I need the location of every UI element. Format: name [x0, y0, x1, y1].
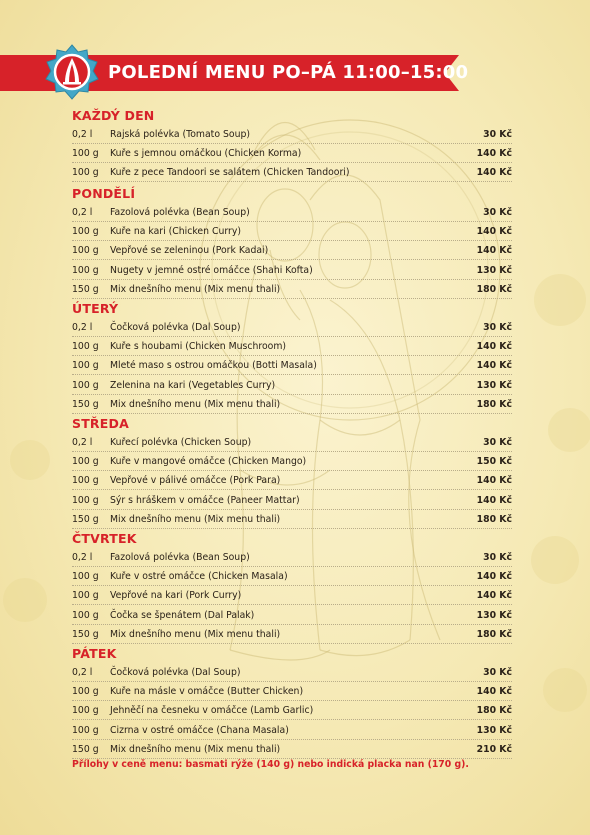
- section-title: ČTVRTEK: [72, 531, 137, 546]
- menu-item-row: [72, 625, 512, 644]
- menu-item-quantity: 150 g: [72, 743, 99, 755]
- menu-item-price: 140 Kč: [476, 148, 512, 160]
- row-divider: [72, 528, 512, 529]
- section-title: PÁTEK: [72, 646, 117, 661]
- menu-item-name: Zelenina na kari (Vegetables Curry): [110, 379, 276, 391]
- menu-item-name: Kuře z pece Tandoori se salátem (Chicken Tandoori): [110, 167, 350, 179]
- row-divider: [72, 181, 512, 182]
- menu-item-row: [72, 318, 512, 337]
- menu-item-row: [72, 721, 512, 740]
- row-divider: [72, 413, 512, 414]
- menu-item-quantity: 0,2 l: [72, 129, 93, 140]
- menu-item-row: [72, 203, 512, 222]
- menu-item-price: 150 Kč: [476, 456, 512, 468]
- menu-item-price: 30 Kč: [483, 207, 512, 218]
- menu-item-name: Vepřové se zeleninou (Pork Kadai): [110, 245, 269, 257]
- menu-item-quantity: 100 g: [72, 705, 99, 717]
- menu-item-quantity: 0,2 l: [72, 322, 93, 333]
- section-title: ÚTERÝ: [72, 301, 119, 316]
- menu-item-quantity: 150 g: [72, 398, 99, 410]
- menu-item-row: [72, 452, 512, 471]
- menu-item-row: [72, 376, 512, 395]
- menu-item-row: [72, 701, 512, 720]
- menu-item-row: [72, 663, 512, 682]
- menu-item-price: 140 Kč: [476, 360, 512, 372]
- menu-item-row: [72, 510, 512, 529]
- menu-item-row: [72, 280, 512, 299]
- section-title: KAŽDÝ DEN: [72, 108, 155, 123]
- menu-item-price: 140 Kč: [476, 226, 512, 238]
- menu-item-price: 130 Kč: [476, 724, 512, 736]
- menu-item-row: [72, 395, 512, 414]
- menu-item-price: 130 Kč: [476, 264, 512, 276]
- row-divider: [72, 298, 512, 299]
- menu-item-price: 180 Kč: [476, 705, 512, 717]
- menu-item-price: 140 Kč: [476, 590, 512, 602]
- menu-item-name: Cizrna v ostré omáčce (Chana Masala): [110, 724, 289, 736]
- menu-item-quantity: 100 g: [72, 264, 99, 276]
- menu-item-quantity: 0,2 l: [72, 667, 93, 678]
- menu-item-name: Mix dnešního menu (Mix menu thali): [110, 283, 281, 295]
- menu-item-price: 180 Kč: [476, 283, 512, 295]
- menu-item-price: 140 Kč: [476, 245, 512, 257]
- menu-item-price: 140 Kč: [476, 167, 512, 179]
- menu-item-price: 180 Kč: [476, 628, 512, 640]
- menu-item-quantity: 100 g: [72, 571, 99, 583]
- menu-item-row: [72, 433, 512, 452]
- menu-item-row: [72, 356, 512, 375]
- menu-item-price: 30 Kč: [483, 437, 512, 448]
- menu-item-name: Kuřecí polévka (Chicken Soup): [110, 437, 252, 448]
- menu-item-quantity: 100 g: [72, 148, 99, 160]
- menu-item-row: [72, 606, 512, 625]
- menu-item-row: [72, 548, 512, 567]
- menu-item-name: Sýr s hráškem v omáčce (Paneer Mattar): [110, 494, 300, 506]
- menu-item-price: 30 Kč: [483, 552, 512, 563]
- menu-item-row: [72, 586, 512, 605]
- menu-item-row: [72, 682, 512, 701]
- menu-item-name: Mix dnešního menu (Mix menu thali): [110, 513, 281, 525]
- menu-item-name: Fazolová polévka (Bean Soup): [110, 207, 250, 218]
- section-title: STŘEDA: [72, 416, 129, 431]
- menu-item-price: 140 Kč: [476, 571, 512, 583]
- menu-item-quantity: 100 g: [72, 686, 99, 698]
- lotus-temple-logo-icon: [44, 44, 100, 100]
- menu-item-quantity: 150 g: [72, 628, 99, 640]
- menu-item-price: 140 Kč: [476, 341, 512, 353]
- menu-item-quantity: 100 g: [72, 360, 99, 372]
- menu-item-name: Čočková polévka (Dal Soup): [110, 667, 241, 678]
- menu-item-name: Kuře s houbami (Chicken Muschroom): [110, 341, 287, 353]
- menu-item-name: Vepřové na kari (Pork Curry): [110, 590, 242, 602]
- menu-item-name: Mix dnešního menu (Mix menu thali): [110, 628, 281, 640]
- menu-item-price: 180 Kč: [476, 513, 512, 525]
- menu-item-price: 30 Kč: [483, 322, 512, 333]
- menu-item-name: Čočka se špenátem (Dal Palak): [110, 609, 255, 621]
- menu-item-name: Nugety v jemné ostré omáčce (Shahi Kofta): [110, 264, 313, 276]
- menu-item-price: 130 Kč: [476, 379, 512, 391]
- menu-item-price: 130 Kč: [476, 609, 512, 621]
- menu-item-name: Mix dnešního menu (Mix menu thali): [110, 743, 281, 755]
- menu-item-name: Jehněčí na česneku v omáčce (Lamb Garlic): [110, 705, 314, 717]
- menu-item-name: Kuře v ostré omáčce (Chicken Masala): [110, 571, 288, 583]
- menu-item-quantity: 100 g: [72, 609, 99, 621]
- menu-item-name: Mix dnešního menu (Mix menu thali): [110, 398, 281, 410]
- menu-item-row: [72, 241, 512, 260]
- menu-item-row: [72, 163, 512, 182]
- menu-item-quantity: 100 g: [72, 226, 99, 238]
- menu-item-row: [72, 337, 512, 356]
- menu-item-name: Kuře na másle v omáčce (Butter Chicken): [110, 686, 304, 698]
- menu-item-quantity: 100 g: [72, 379, 99, 391]
- menu-item-price: 30 Kč: [483, 129, 512, 140]
- menu-item-quantity: 100 g: [72, 590, 99, 602]
- menu-item-quantity: 100 g: [72, 724, 99, 736]
- menu-item-name: Fazolová polévka (Bean Soup): [110, 552, 250, 563]
- row-divider: [72, 643, 512, 644]
- menu-item-row: [72, 222, 512, 241]
- menu-item-row: [72, 567, 512, 586]
- menu-item-name: Mleté maso s ostrou omáčkou (Botti Masala): [110, 360, 317, 372]
- menu-item-price: 140 Kč: [476, 475, 512, 487]
- menu-item-quantity: 100 g: [72, 167, 99, 179]
- menu-item-quantity: 150 g: [72, 283, 99, 295]
- menu-item-row: [72, 144, 512, 163]
- menu-item-quantity: 100 g: [72, 341, 99, 353]
- menu-item-row: [72, 740, 512, 759]
- menu-item-quantity: 100 g: [72, 456, 99, 468]
- menu-item-price: 140 Kč: [476, 494, 512, 506]
- menu-item-name: Vepřové v pálivé omáčce (Pork Para): [110, 475, 281, 487]
- menu-item-price: 210 Kč: [476, 743, 512, 755]
- menu-item-quantity: 0,2 l: [72, 437, 93, 448]
- menu-item-row: [72, 491, 512, 510]
- menu-item-quantity: 100 g: [72, 475, 99, 487]
- menu-item-quantity: 0,2 l: [72, 552, 93, 563]
- footnote: Přílohy v ceně menu: basmati rýže (140 g) nebo indická placka nan (170 g).: [72, 759, 469, 770]
- page-title: POLEDNÍ MENU PO–PÁ 11:00–15:00: [108, 62, 469, 83]
- menu-item-name: Rajská polévka (Tomato Soup): [110, 129, 250, 140]
- menu-item-name: Kuře na kari (Chicken Curry): [110, 226, 241, 238]
- menu-item-quantity: 0,2 l: [72, 207, 93, 218]
- menu-item-quantity: 150 g: [72, 513, 99, 525]
- menu-item-name: Kuře v mangové omáčce (Chicken Mango): [110, 456, 307, 468]
- menu-item-price: 30 Kč: [483, 667, 512, 678]
- menu-item-name: Kuře s jemnou omáčkou (Chicken Korma): [110, 148, 302, 160]
- menu-item-price: 180 Kč: [476, 398, 512, 410]
- menu-item-row: [72, 125, 512, 144]
- menu-item-name: Čočková polévka (Dal Soup): [110, 322, 241, 333]
- menu-item-quantity: 100 g: [72, 245, 99, 257]
- section-title: PONDĚLÍ: [72, 186, 136, 201]
- menu-item-quantity: 100 g: [72, 494, 99, 506]
- menu-item-row: [72, 261, 512, 280]
- menu-item-row: [72, 471, 512, 490]
- menu-item-price: 140 Kč: [476, 686, 512, 698]
